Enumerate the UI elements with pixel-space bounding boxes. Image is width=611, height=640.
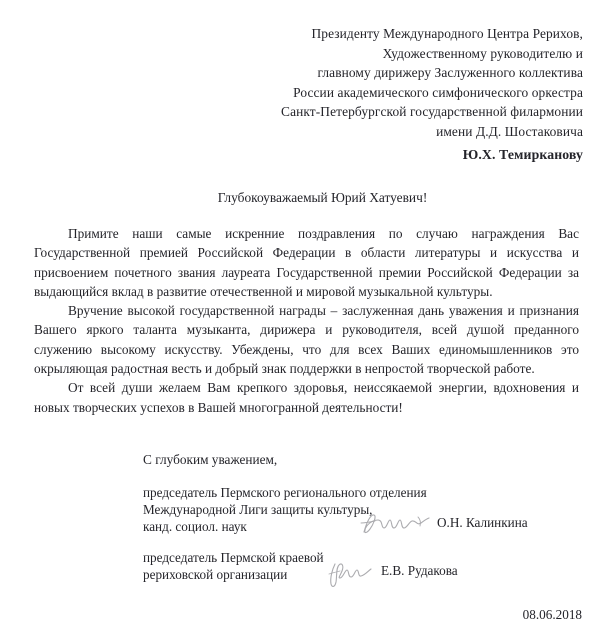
signature-2-name: Е.В. Рудакова [381, 563, 458, 578]
body-paragraph-2: Вручение высокой государственной награды – заслуженная дань уважения и признания Вашего яркого таланта музыканта, дирижера и руководителя, всей душой преданного служению высокому искусству. Убеждены, что для всех Ваших единомышленников это окрыляющая радостная весть и добрый знак поддержки в непростой творческой работе. [34, 303, 579, 377]
addressee-line-1: Президенту Международного Центра Рерихов, [311, 26, 583, 41]
addressee-line-4: России академического симфонического оркестра [293, 84, 583, 100]
addressee-name: Ю.Х. Темирканову [462, 146, 583, 162]
signature-1-title-line-3: канд. социол. наук [143, 519, 247, 535]
body-text [34, 224, 579, 417]
signature-1-title-line-1: председатель Пермского регионального отделения [143, 485, 427, 500]
signature-2-title-line-1: председатель Пермской краевой [143, 550, 324, 565]
salutation: Глубокоуважаемый Юрий Хатуевич! [217, 190, 428, 205]
addressee-line-5: Санкт-Петербургской государственной филармонии [281, 104, 583, 120]
signature-1-name: О.Н. Калинкина [437, 515, 528, 530]
handwritten-signature-icon-1 [358, 508, 432, 545]
closing-line: С глубоким уважением, [143, 452, 278, 467]
signature-2-title-line-2: рериховской организации [143, 567, 288, 583]
body-paragraph-3: От всей души желаем Вам крепкого здоровья, неиссякаемой энергии, вдохновения и новых творческих успехов в Вашей многогранной деятельности! [34, 380, 579, 415]
signature-1-title-line-2: Международной Лиги защиты культуры, [143, 502, 373, 518]
body-paragraph-1: Примите наши самые искренние поздравления по случаю награждения Вас Государственной премией Российской Федерации в области литературы и искусства и присвоением почетного звания лауреата Государственной премии Российской Федерации за выдающийся вклад в развитие отечественной и мировой музыкальной культуры. [34, 226, 579, 299]
addressee-line-3: главному дирижеру Заслуженного коллектива [317, 65, 583, 81]
addressee-line-2: Художественному руководителю и [382, 45, 583, 61]
addressee-block [193, 24, 583, 164]
handwritten-signature-icon-2 [326, 556, 374, 595]
addressee-line-6: имени Д.Д. Шостаковича [436, 123, 583, 139]
signature-block-2 [143, 549, 324, 583]
document-date: 08.06.2018 [522, 607, 582, 622]
